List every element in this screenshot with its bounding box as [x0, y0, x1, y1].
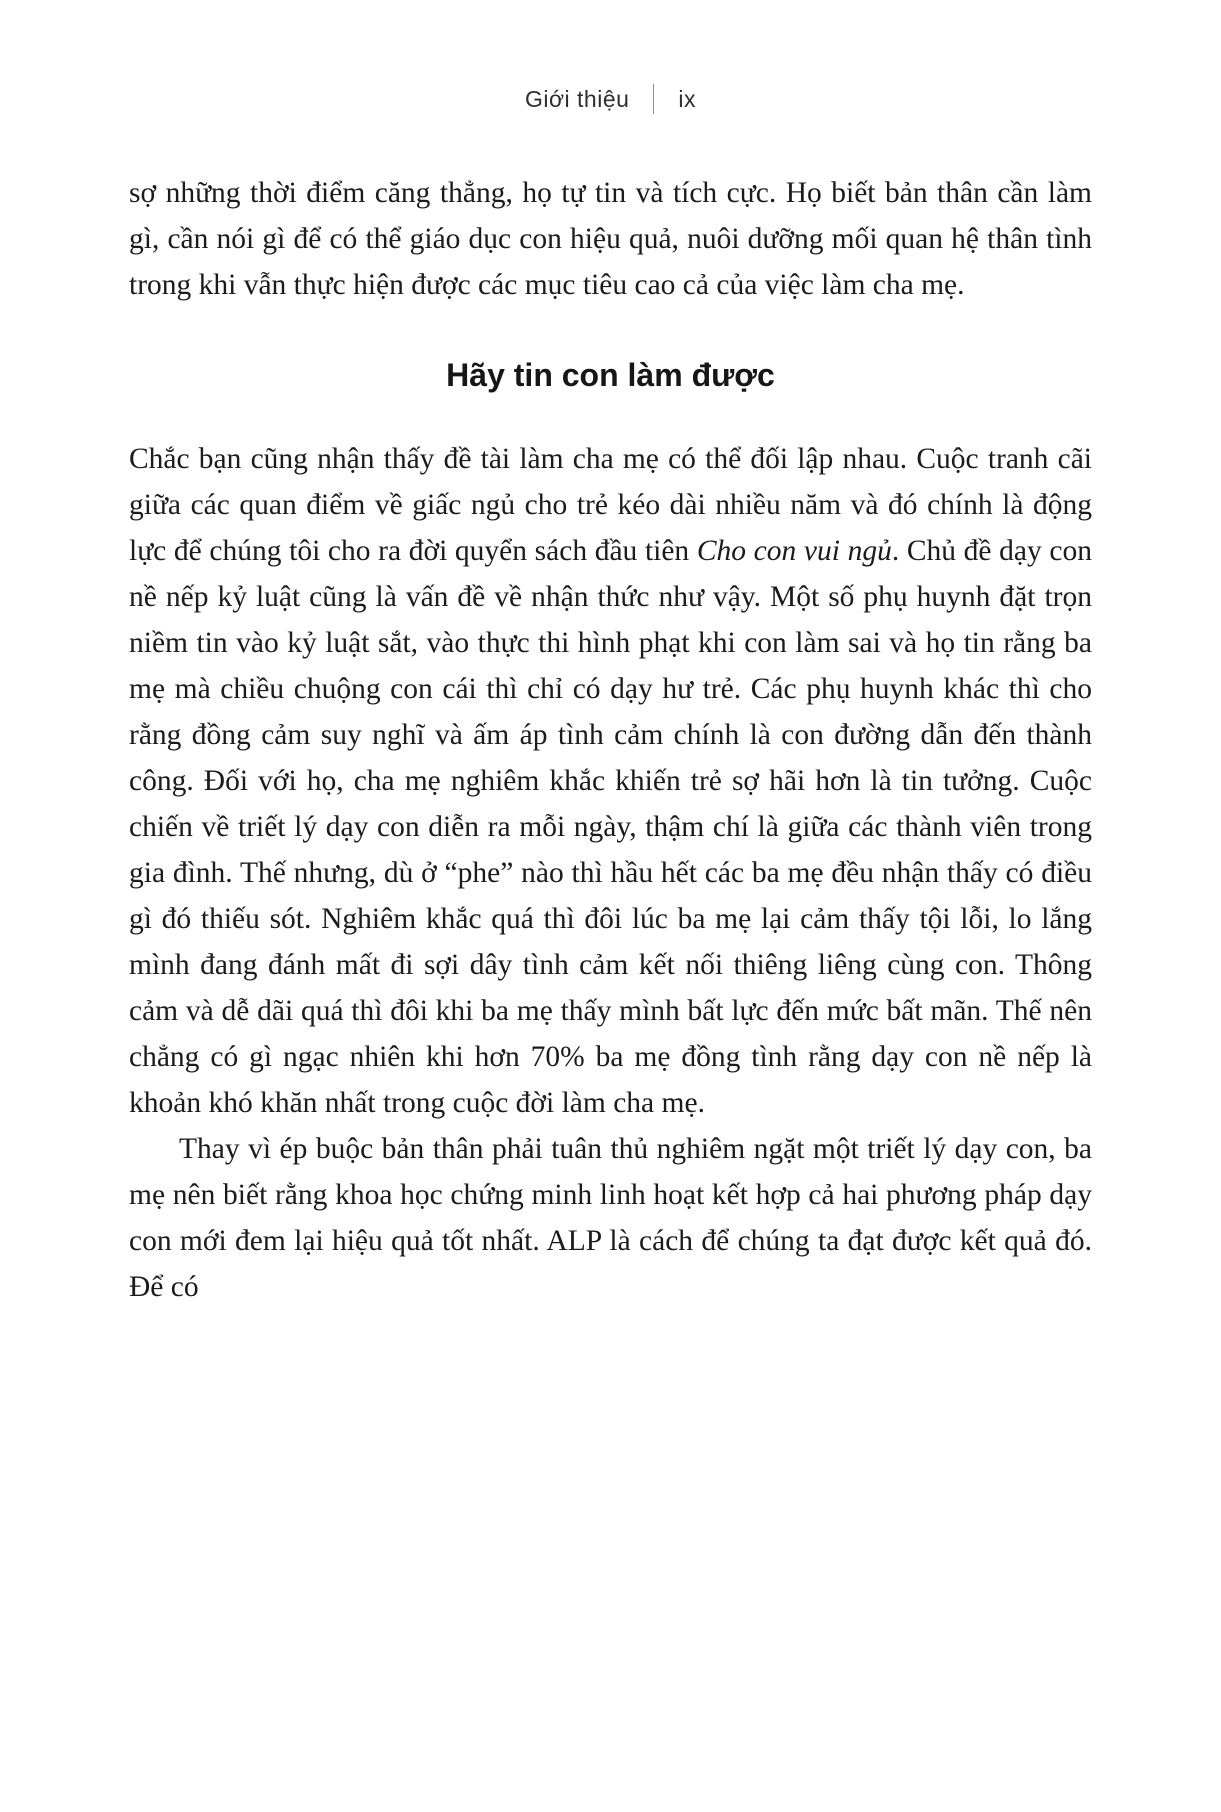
page-body — [129, 170, 1092, 1310]
paragraph-closing: Thay vì ép buộc bản thân phải tuân thủ nghiêm ngặt một triết lý dạy con, ba mẹ nên biết rằng khoa học chứng minh linh hoạt kết hợp cả hai phương pháp dạy con mới đem lại hiệu quả tốt nhất. ALP là cách để chúng ta đạt được kết quả đó. Để có — [129, 1133, 1092, 1304]
paragraph-main — [129, 436, 1092, 1126]
paragraph-continuation: sợ những thời điểm căng thẳng, họ tự tin và tích cực. Họ biết bản thân cần làm gì, cần nói gì để có thể giáo dục con hiệu quả, nuôi dưỡng mối quan hệ thân tình trong khi vẫn thực hiện được các mục tiêu cao cả của việc làm cha mẹ. — [129, 177, 1092, 301]
running-head-title: Giới thiệu — [524, 85, 630, 112]
paragraph-text-before-title: Chắc bạn cũng nhận thấy đề tài làm cha mẹ có thể đối lập nhau. Cuộc tranh cãi giữa các quan điểm về giấc ngủ cho trẻ kéo dài nhiều năm và đó chính là động lực để chúng tôi cho ra đời quyển sách đầu tiên — [129, 443, 1092, 568]
page-header — [129, 84, 1092, 114]
book-page — [129, 0, 1092, 1310]
header-divider — [653, 84, 654, 114]
page-number: ix — [678, 85, 697, 112]
paragraph-text-after-title: . Chủ đề dạy con nề nếp kỷ luật cũng là vấn đề về nhận thức như vậy. Một số phụ huynh đặt trọn niềm tin vào kỷ luật sắt, vào thực thi hình phạt khi con làm sai và họ tin rằng ba mẹ mà chiều chuộng con cái thì chỉ có dạy hư trẻ. Các phụ huynh khác thì cho rằng đồng cảm suy nghĩ và ấm áp tình cảm chính là con đường dẫn đến thành công. Đối với họ, cha mẹ nghiêm khắc khiến trẻ sợ hãi hơn là tin tưởng. Cuộc chiến về triết lý dạy con diễn ra mỗi ngày, thậm chí là giữa các thành viên trong gia đình. Thế nhưng, dù ở “phe” nào thì hầu hết các ba mẹ đều nhận thấy có điều gì đó thiếu sót. Nghiêm khắc quá thì đôi lúc ba mẹ lại cảm thấy tội lỗi, lo lắng mình đang đánh mất đi sợi dây tình cảm kết nối thiêng liêng cùng con. Thông cảm và dễ dãi quá thì đôi khi ba mẹ thấy mình bất lực đến mức bất mãn. Thế nên chẳng có gì ngạc nhiên khi hơn 70% ba mẹ đồng tình rằng dạy con nề nếp là khoản khó khăn nhất trong cuộc đời làm cha mẹ. — [129, 535, 1092, 1120]
book-title-italic: Cho con vui ngủ — [696, 535, 892, 568]
section-heading: Hãy tin con làm được — [446, 357, 775, 393]
